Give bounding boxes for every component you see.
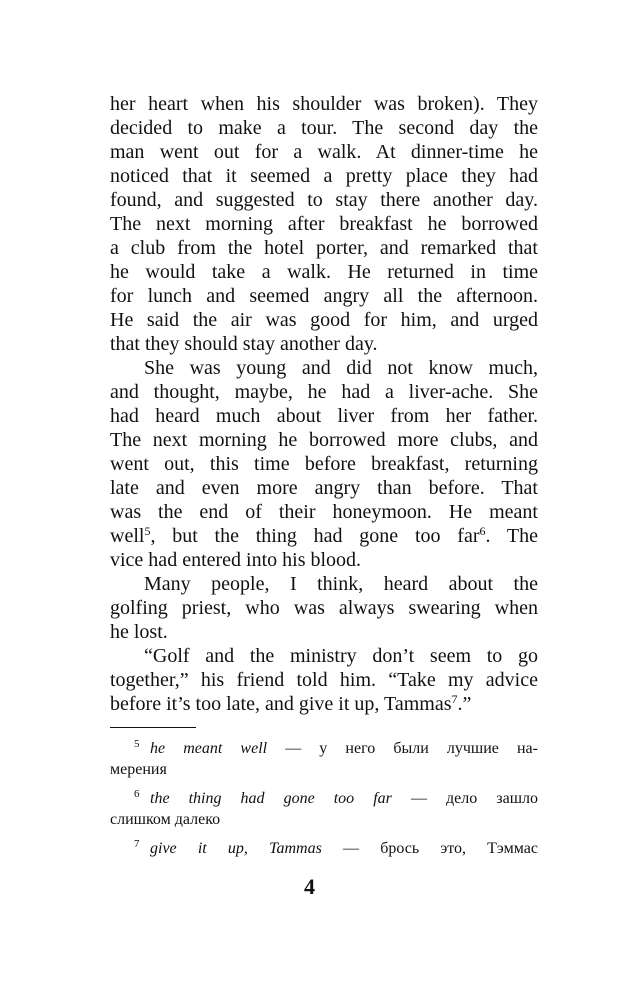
text-line: He said the air was good for him, and urged bbox=[110, 309, 538, 331]
footnote-line bbox=[110, 838, 538, 859]
footnote-translation: — у него были лучшие на- bbox=[285, 740, 538, 757]
text-line: and thought, maybe, he had a liver-ache. She bbox=[110, 381, 538, 403]
text-line: had heard much about liver from her father. bbox=[110, 405, 538, 427]
text-line: vice had entered into his blood. bbox=[110, 549, 362, 571]
text-fragment: .” bbox=[457, 693, 472, 715]
footnote-line bbox=[110, 738, 538, 759]
text-line: he would take a walk. He returned in time bbox=[110, 261, 538, 283]
footnote-translation: — дело зашло bbox=[410, 790, 539, 807]
text-line: her heart when his shoulder was broken). They bbox=[110, 93, 538, 115]
footnote-translation: — брось это, Тэммас bbox=[343, 840, 538, 857]
text-fragment: . The bbox=[485, 525, 538, 547]
text-line: he lost. bbox=[110, 621, 168, 643]
text-line: for lunch and seemed angry all the afternoon. bbox=[110, 285, 538, 307]
footnote-7 bbox=[110, 838, 538, 859]
footnote-ref-5: 5 bbox=[144, 524, 151, 538]
footnote-term: give it up, Tammas bbox=[150, 840, 322, 857]
text-fragment: well bbox=[110, 525, 145, 547]
footnote-ref-7: 7 bbox=[451, 692, 458, 706]
text-line: man went out for a walk. At dinner-time he bbox=[110, 141, 538, 163]
page-number: 4 bbox=[304, 874, 315, 899]
text-line-with-footnote-ref bbox=[110, 692, 538, 716]
footnote-ref-6: 6 bbox=[479, 524, 486, 538]
text-line: Many people, I think, heard about the bbox=[144, 573, 538, 595]
text-line-with-footnote-refs bbox=[110, 524, 538, 548]
footnotes bbox=[110, 738, 538, 867]
footnote-divider bbox=[110, 727, 196, 728]
footnote-line bbox=[110, 788, 538, 809]
text-line: went out, this time before breakfast, returning bbox=[110, 453, 538, 475]
body-text bbox=[110, 92, 538, 716]
footnote-line: слишком далеко bbox=[110, 811, 221, 828]
footnote-term: he meant well bbox=[150, 740, 268, 757]
text-line: “Golf and the ministry don’t seem to go bbox=[144, 645, 538, 667]
text-line: was the end of their honeymoon. He meant bbox=[110, 501, 538, 523]
text-line: together,” his friend told him. “Take my advice bbox=[110, 669, 538, 691]
text-line: decided to make a tour. The second day the bbox=[110, 117, 538, 139]
text-line: The next morning he borrowed more clubs, and bbox=[110, 429, 538, 451]
footnote-term: the thing had gone too far bbox=[150, 790, 392, 807]
footnote-6 bbox=[110, 788, 538, 830]
text-line: found, and suggested to stay there another day. bbox=[110, 189, 538, 211]
text-fragment: before it’s too late, and give it up, Tammas bbox=[110, 693, 452, 715]
text-line: golfing priest, who was always swearing when bbox=[110, 597, 538, 619]
text-line: She was young and did not know much, bbox=[144, 357, 538, 379]
footnote-number: 6 bbox=[134, 788, 140, 800]
text-line: a club from the hotel porter, and remarked that bbox=[110, 237, 538, 259]
footnote-number: 7 bbox=[134, 838, 140, 850]
text-line: late and even more angry than before. That bbox=[110, 477, 538, 499]
text-fragment: , but the thing had gone too far bbox=[150, 525, 480, 547]
text-line: The next morning after breakfast he borrowed bbox=[110, 213, 538, 235]
footnote-line: мерения bbox=[110, 761, 167, 778]
footnote-number: 5 bbox=[134, 738, 140, 750]
text-line: noticed that it seemed a pretty place they had bbox=[110, 165, 538, 187]
text-line: that they should stay another day. bbox=[110, 333, 378, 355]
footnote-5 bbox=[110, 738, 538, 780]
